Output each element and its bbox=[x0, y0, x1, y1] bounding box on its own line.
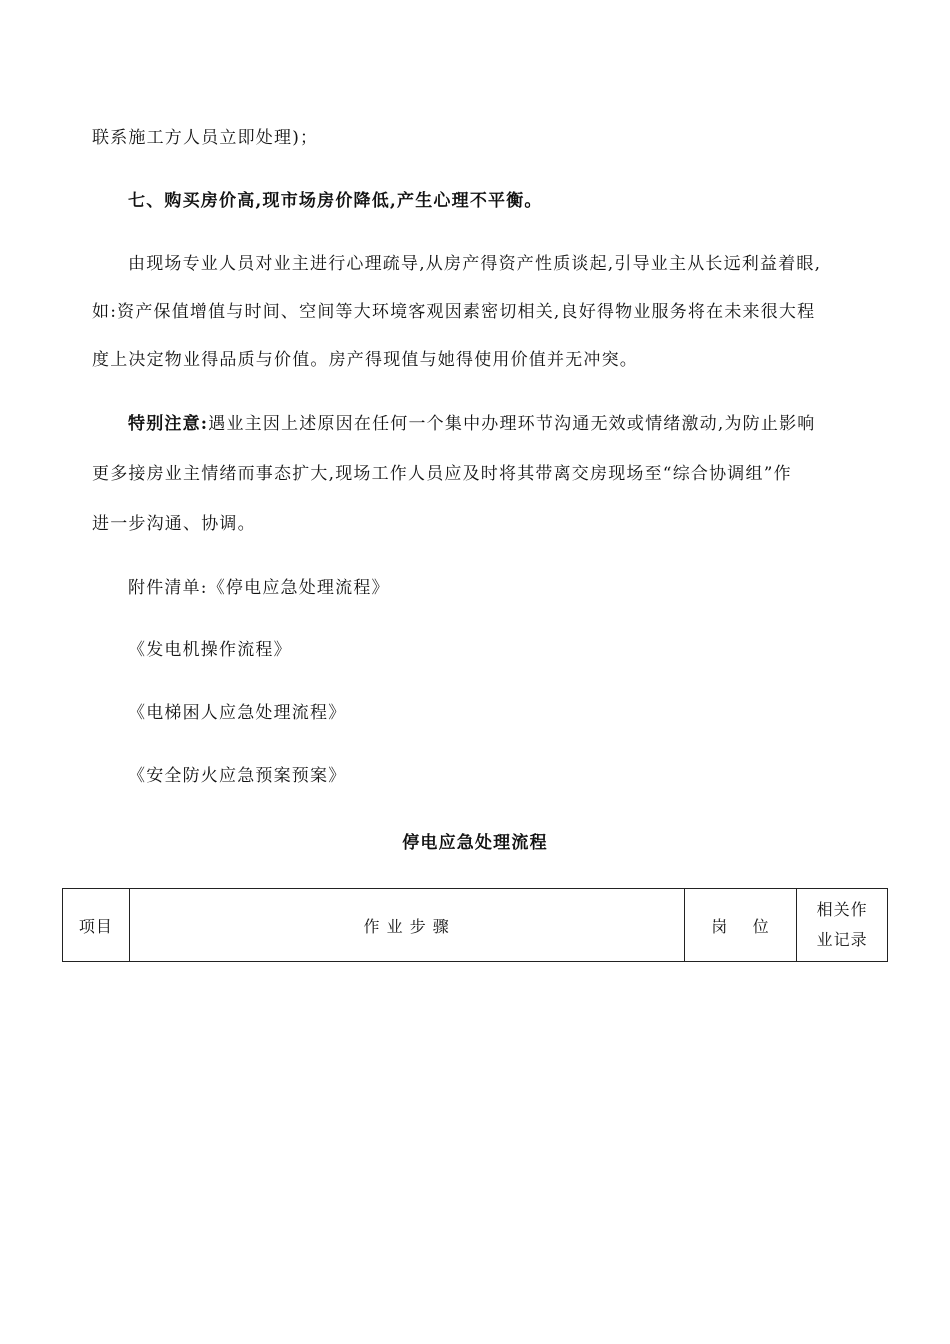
attachment-intro: 附件清单:《停电应急处理流程》 bbox=[128, 578, 390, 598]
note-line bbox=[128, 413, 815, 435]
header-record-line2: 业记录 bbox=[816, 930, 868, 949]
attachment-item: 《安全防火应急预案预案》 bbox=[128, 766, 347, 786]
paragraph-line: 联系施工方人员立即处理)； bbox=[92, 128, 319, 148]
attachment-item: 《发电机操作流程》 bbox=[128, 640, 292, 660]
paragraph-line: 进一步沟通、协调。 bbox=[92, 514, 256, 534]
header-record bbox=[797, 889, 888, 962]
section-heading: 七、购买房价高,现市场房价降低,产生心理不平衡。 bbox=[128, 191, 543, 211]
paragraph-line: 度上决定物业得品质与价值。房产得现值与她得使用价值并无冲突。 bbox=[92, 350, 638, 370]
table-header-row bbox=[63, 889, 888, 962]
header-post-label: 岗 位 bbox=[711, 916, 770, 936]
table-title: 停电应急处理流程 bbox=[402, 833, 548, 853]
attachment-item: 《电梯困人应急处理流程》 bbox=[128, 703, 347, 723]
header-item: 项目 bbox=[63, 889, 130, 962]
header-post bbox=[684, 889, 797, 962]
paragraph-line: 更多接房业主情绪而事态扩大,现场工作人员应及时将其带离交房现场至“综合协调组”作 bbox=[92, 464, 792, 484]
flow-table bbox=[62, 888, 888, 962]
header-steps: 作 业 步 骤 bbox=[129, 889, 684, 962]
header-record-line1: 相关作 bbox=[816, 900, 868, 919]
paragraph-line: 由现场专业人员对业主进行心理疏导,从房产得资产性质谈起,引导业主从长远利益着眼, bbox=[128, 254, 822, 274]
note-text: 遇业主因上述原因在任何一个集中办理环节沟通无效或情绪激动,为防止影响 bbox=[208, 414, 816, 434]
note-label: 特别注意: bbox=[128, 414, 209, 434]
paragraph-line: 如:资产保值增值与时间、空间等大环境客观因素密切相关,良好得物业服务将在未来很大程 bbox=[92, 302, 816, 322]
